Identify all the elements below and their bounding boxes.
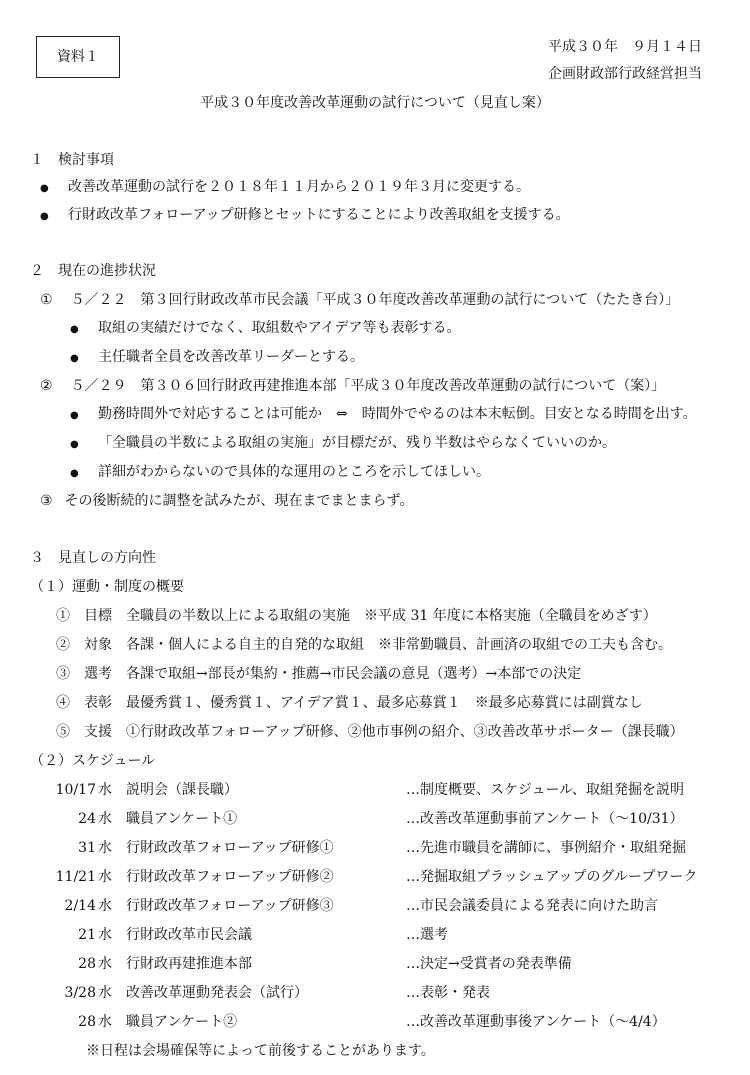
bullet-text: 詳細がわからないので具体的な運用のところを示してほしい。 xyxy=(98,464,490,480)
schedule-weekday: 水 xyxy=(98,869,112,885)
schedule-row xyxy=(24,899,734,913)
schedule-date: 21 xyxy=(78,927,96,943)
schedule-event: 行財政改革フォローアップ研修② xyxy=(126,869,334,885)
item-text: ５／２２ 第３回行財政改革市民会議「平成３０年度改善改革運動の試行について（たたき台）」 xyxy=(70,292,680,308)
schedule-event: 改善改革運動発表会（試行） xyxy=(126,985,308,1001)
schedule-note: …選考 xyxy=(406,927,448,943)
schedule-date: 3/28 xyxy=(64,985,96,1001)
department-name: 企画財政部行政経営担当 xyxy=(548,66,702,82)
schedule-row xyxy=(24,1015,734,1029)
schedule-note: …先進市職員を講師に、事例紹介・取組発掘 xyxy=(406,840,686,856)
item-text: ５／２９ 第３０６回行財政再建推進本部「平成３０年度改善改革運動の試行について（案）」 xyxy=(70,378,666,394)
section3-heading: ３ 見直しの方向性 xyxy=(30,550,156,566)
bullet-icon: ● xyxy=(70,468,79,479)
schedule-weekday: 水 xyxy=(98,898,112,914)
progress-item-2 xyxy=(40,379,665,393)
schedule-row xyxy=(24,986,734,1000)
schedule-event: 行財政再建推進本部 xyxy=(126,956,252,972)
schedule-date: 2/14 xyxy=(64,898,96,914)
overview-item: ⑤ 支援 ①行財政改革フォローアップ研修、②他市事例の紹介、③改善改革サポーター（課長職） xyxy=(56,724,684,740)
schedule-event: 行財政改革フォローアップ研修① xyxy=(126,840,334,856)
bullet-text: 主任職者全員を改善改革リーダーとする。 xyxy=(98,349,364,365)
schedule-weekday: 水 xyxy=(98,985,112,1001)
overview-item: ③ 選考 各課で取組→部長が集約・推薦→市民会議の意見（選考）→本部での決定 xyxy=(56,666,582,682)
schedule-event: 行財政改革市民会議 xyxy=(126,927,252,943)
progress-item-3 xyxy=(40,494,413,508)
schedule-note: …市民会議委員による発表に向けた助言 xyxy=(406,898,658,914)
schedule-row xyxy=(24,841,734,855)
schedule-date: 31 xyxy=(78,840,96,856)
schedule-weekday: 水 xyxy=(98,1014,112,1030)
schedule-row xyxy=(24,783,734,797)
schedule-heading: （２）スケジュール xyxy=(30,753,156,769)
schedule-row xyxy=(24,870,734,884)
section1-bullet-text: 改善改革運動の試行を２０１８年１１月から２０１９年３月に変更する。 xyxy=(68,179,530,195)
schedule-event: 職員アンケート② xyxy=(126,1014,238,1030)
schedule-row xyxy=(24,812,734,826)
overview-item: ② 対象 各課・個人による自主的自発的な取組 ※非常勤職員、計画済の取組での工夫も含む。 xyxy=(56,637,672,653)
schedule-date: 10/17 xyxy=(55,782,96,798)
bullet-icon: ● xyxy=(70,439,79,450)
document-label: 資料１ xyxy=(57,49,99,65)
schedule-weekday: 水 xyxy=(98,927,112,943)
progress-item-1-bullet-1 xyxy=(70,321,460,335)
schedule-weekday: 水 xyxy=(98,811,112,827)
progress-item-1 xyxy=(40,293,679,307)
schedule-note: …決定→受賞者の発表準備 xyxy=(406,956,572,972)
bullet-icon: ● xyxy=(70,324,79,335)
document-date: 平成３０年 ９月１４日 xyxy=(548,39,702,55)
item-number: ① xyxy=(40,292,53,308)
schedule-weekday: 水 xyxy=(98,782,112,798)
schedule-date: 28 xyxy=(78,1014,96,1030)
schedule-note: …表彰・発表 xyxy=(406,985,490,1001)
schedule-row xyxy=(24,957,734,971)
document-title: 平成３０年度改善改革運動の試行について（見直し案） xyxy=(200,95,550,111)
schedule-event: 行財政改革フォローアップ研修③ xyxy=(126,898,334,914)
bullet-text: 「全職員の半数による取組の実施」が目標だが、残り半数はやらなくていいのか。 xyxy=(98,435,616,451)
document-label-box xyxy=(36,36,120,78)
bullet-icon: ● xyxy=(70,410,79,421)
item-number: ③ xyxy=(40,493,53,509)
schedule-note: …改善改革運動事後アンケート（～4/4） xyxy=(406,1014,666,1030)
section2-heading: ２ 現在の進捗状況 xyxy=(30,263,156,279)
schedule-date: 11/21 xyxy=(55,869,96,885)
bullet-icon: ● xyxy=(40,183,49,194)
bullet-icon: ● xyxy=(40,211,49,222)
schedule-note: …発掘取組ブラッシュアップのグループワーク xyxy=(406,869,698,885)
schedule-date: 24 xyxy=(78,811,96,827)
schedule-event: 説明会（課長職） xyxy=(126,782,238,798)
section1-bullet-1 xyxy=(40,180,530,194)
bullet-text: 勤務時間外で対応することは可能か ⇔ 時間外でやるのは本末転倒。目安となる時間を出す。 xyxy=(98,406,697,422)
section1-bullet-text: 行財政改革フォローアップ研修とセットにすることにより改善取組を支援する。 xyxy=(68,207,570,223)
schedule-note: …改善改革運動事前アンケート（～10/31） xyxy=(406,811,684,827)
schedule-note: …制度概要、スケジュール、取組発掘を説明 xyxy=(406,782,685,798)
section1-heading: １ 検討事項 xyxy=(30,152,114,168)
schedule-row xyxy=(24,928,734,942)
bullet-text: 取組の実績だけでなく、取組数やアイデア等も表彰する。 xyxy=(98,320,461,336)
schedule-date: 28 xyxy=(78,956,96,972)
item-number: ② xyxy=(40,378,53,394)
overview-heading: （１）運動・制度の概要 xyxy=(30,579,184,595)
schedule-weekday: 水 xyxy=(98,840,112,856)
progress-item-1-bullet-2 xyxy=(70,350,364,364)
progress-item-2-bullet-1 xyxy=(70,407,697,421)
schedule-event: 職員アンケート① xyxy=(126,811,238,827)
bullet-icon: ● xyxy=(70,353,79,364)
overview-item: ① 目標 全職員の半数以上による取組の実施 ※平成 31 年度に本格実施（全職員をめざす） xyxy=(56,608,657,624)
section1-bullet-2 xyxy=(40,208,570,222)
schedule-weekday: 水 xyxy=(98,956,112,972)
overview-item: ④ 表彰 最優秀賞１、優秀賞１、アイデア賞１、最多応募賞１ ※最多応募賞には副賞なし xyxy=(56,695,643,711)
item-text: その後断続的に調整を試みたが、現在までまとまらず。 xyxy=(64,493,414,509)
progress-item-2-bullet-3 xyxy=(70,465,490,479)
progress-item-2-bullet-2 xyxy=(70,436,616,450)
schedule-footnote: ※日程は会場確保等によって前後することがあります。 xyxy=(86,1043,435,1059)
